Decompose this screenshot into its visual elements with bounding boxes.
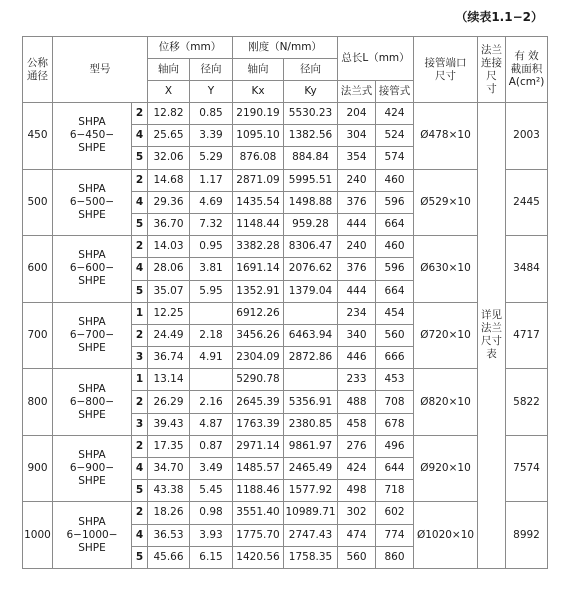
- cell-y: 4.91: [190, 347, 233, 369]
- header-weld-type: 接管式: [376, 81, 414, 103]
- cell-y: 0.85: [190, 103, 233, 125]
- cell-segments: 5: [132, 213, 148, 235]
- cell-x: 35.07: [148, 280, 190, 302]
- cell-length-weld: 424: [376, 103, 414, 125]
- cell-x: 12.82: [148, 103, 190, 125]
- cell-segments: 5: [132, 480, 148, 502]
- cell-ky: 2872.86: [284, 347, 338, 369]
- cell-length-weld: 602: [376, 502, 414, 524]
- cell-ky: 1577.92: [284, 480, 338, 502]
- cell-ky: 1379.04: [284, 280, 338, 302]
- cell-x: 26.29: [148, 391, 190, 413]
- cell-x: 25.65: [148, 125, 190, 147]
- cell-model: SHPA 6−700− SHPE: [53, 302, 132, 369]
- cell-y: 2.18: [190, 324, 233, 346]
- cell-ky: 2380.85: [284, 413, 338, 435]
- cell-length-flange: 424: [338, 458, 376, 480]
- cell-y: 3.81: [190, 258, 233, 280]
- cell-kx: 1188.46: [233, 480, 284, 502]
- cell-x: 14.03: [148, 236, 190, 258]
- cell-segments: 1: [132, 302, 148, 324]
- cell-kx: 1775.70: [233, 524, 284, 546]
- cell-dn: 900: [23, 435, 53, 502]
- cell-x: 32.06: [148, 147, 190, 169]
- cell-model: SHPA 6−450− SHPE: [53, 103, 132, 170]
- cell-ky: 2076.62: [284, 258, 338, 280]
- cell-x: 45.66: [148, 546, 190, 568]
- cell-pipe-size: Ø630×10: [414, 236, 478, 303]
- cell-length-flange: 446: [338, 347, 376, 369]
- cell-length-flange: 234: [338, 302, 376, 324]
- cell-segments: 3: [132, 347, 148, 369]
- cell-length-weld: 524: [376, 125, 414, 147]
- cell-model: SHPA 6−800− SHPE: [53, 369, 132, 436]
- cell-pipe-size: Ø820×10: [414, 369, 478, 436]
- cell-y: 7.32: [190, 213, 233, 235]
- cell-length-flange: 488: [338, 391, 376, 413]
- cell-length-flange: 560: [338, 546, 376, 568]
- table-body: [23, 103, 548, 569]
- cell-length-weld: 460: [376, 169, 414, 191]
- cell-y: 0.98: [190, 502, 233, 524]
- cell-area: 7574: [506, 435, 548, 502]
- cell-area: 4717: [506, 302, 548, 369]
- table-row: [23, 502, 548, 524]
- cell-y: 0.95: [190, 236, 233, 258]
- cell-length-flange: 444: [338, 280, 376, 302]
- cell-dn: 800: [23, 369, 53, 436]
- cell-dn: 600: [23, 236, 53, 303]
- cell-length-weld: 496: [376, 435, 414, 457]
- header-stiffness: 刚度（N/mm）: [233, 37, 338, 59]
- header-length: 总长L（mm）: [338, 37, 414, 81]
- cell-ky: 1382.56: [284, 125, 338, 147]
- cell-pipe-size: Ø529×10: [414, 169, 478, 236]
- cell-pipe-size: Ø478×10: [414, 103, 478, 170]
- cell-area: 3484: [506, 236, 548, 303]
- cell-kx: 1095.10: [233, 125, 284, 147]
- cell-length-weld: 596: [376, 191, 414, 213]
- cell-segments: 1: [132, 369, 148, 391]
- cell-length-flange: 376: [338, 191, 376, 213]
- cell-length-weld: 644: [376, 458, 414, 480]
- header-area: 有 效 截面积 A(cm²): [506, 37, 548, 103]
- cell-length-weld: 560: [376, 324, 414, 346]
- cell-ky: 1498.88: [284, 191, 338, 213]
- cell-y: 0.87: [190, 435, 233, 457]
- cell-kx: 3551.40: [233, 502, 284, 524]
- cell-ky: [284, 302, 338, 324]
- cell-length-flange: 240: [338, 169, 376, 191]
- cell-length-weld: 453: [376, 369, 414, 391]
- header-model: 型号: [53, 37, 148, 103]
- cell-ky: 8306.47: [284, 236, 338, 258]
- cell-length-flange: 240: [338, 236, 376, 258]
- cell-y: 6.15: [190, 546, 233, 568]
- cell-length-flange: 444: [338, 213, 376, 235]
- cell-segments: 4: [132, 458, 148, 480]
- cell-y: 4.69: [190, 191, 233, 213]
- cell-ky: 959.28: [284, 213, 338, 235]
- header-axial: 轴向: [148, 59, 190, 81]
- header-axial-stiffness: 轴向: [233, 59, 284, 81]
- cell-kx: 1435.54: [233, 191, 284, 213]
- cell-length-flange: 474: [338, 524, 376, 546]
- table-header: [23, 37, 548, 103]
- cell-kx: 1148.44: [233, 213, 284, 235]
- cell-kx: 3382.28: [233, 236, 284, 258]
- cell-y: [190, 302, 233, 324]
- cell-segments: 2: [132, 324, 148, 346]
- cell-length-flange: 276: [338, 435, 376, 457]
- cell-segments: 2: [132, 435, 148, 457]
- cell-length-flange: 376: [338, 258, 376, 280]
- cell-segments: 2: [132, 502, 148, 524]
- cell-x: 13.14: [148, 369, 190, 391]
- cell-kx: 876.08: [233, 147, 284, 169]
- cell-segments: 4: [132, 191, 148, 213]
- cell-flange-note: 详见 法兰 尺寸 表: [478, 103, 506, 569]
- cell-model: SHPA 6−900− SHPE: [53, 435, 132, 502]
- cell-y: 4.87: [190, 413, 233, 435]
- cell-area: 8992: [506, 502, 548, 569]
- cell-pipe-size: Ø920×10: [414, 435, 478, 502]
- cell-segments: 2: [132, 169, 148, 191]
- table-row: [23, 103, 548, 125]
- header-dn: 公称 通径: [23, 37, 53, 103]
- cell-segments: 4: [132, 524, 148, 546]
- cell-segments: 5: [132, 546, 148, 568]
- cell-kx: 2645.39: [233, 391, 284, 413]
- cell-x: 34.70: [148, 458, 190, 480]
- cell-pipe-size: Ø1020×10: [414, 502, 478, 569]
- cell-length-weld: 774: [376, 524, 414, 546]
- cell-x: 29.36: [148, 191, 190, 213]
- cell-kx: 2871.09: [233, 169, 284, 191]
- header-radial-stiffness: 径向: [284, 59, 338, 81]
- cell-segments: 2: [132, 236, 148, 258]
- cell-kx: 1352.91: [233, 280, 284, 302]
- cell-ky: 5995.51: [284, 169, 338, 191]
- cell-kx: 3456.26: [233, 324, 284, 346]
- cell-length-flange: 304: [338, 125, 376, 147]
- cell-segments: 5: [132, 147, 148, 169]
- header-displacement: 位移（mm）: [148, 37, 233, 59]
- cell-length-weld: 666: [376, 347, 414, 369]
- cell-x: 39.43: [148, 413, 190, 435]
- header-flange-size: 法兰 连接 尺 寸: [478, 37, 506, 103]
- cell-model: SHPA 6−600− SHPE: [53, 236, 132, 303]
- cell-area: 2003: [506, 103, 548, 170]
- cell-dn: 500: [23, 169, 53, 236]
- cell-segments: 2: [132, 103, 148, 125]
- table-caption: （续表1.1−2）: [455, 10, 543, 24]
- cell-area: 2445: [506, 169, 548, 236]
- cell-dn: 700: [23, 302, 53, 369]
- cell-x: 14.68: [148, 169, 190, 191]
- cell-model: SHPA 6−1000− SHPE: [53, 502, 132, 569]
- cell-y: 5.95: [190, 280, 233, 302]
- cell-x: 12.25: [148, 302, 190, 324]
- cell-y: 5.29: [190, 147, 233, 169]
- cell-area: 5822: [506, 369, 548, 436]
- cell-kx: 5290.78: [233, 369, 284, 391]
- cell-length-weld: 664: [376, 280, 414, 302]
- cell-kx: 2971.14: [233, 435, 284, 457]
- cell-dn: 1000: [23, 502, 53, 569]
- cell-ky: 2747.43: [284, 524, 338, 546]
- cell-y: 5.45: [190, 480, 233, 502]
- cell-y: 1.17: [190, 169, 233, 191]
- cell-kx: 1691.14: [233, 258, 284, 280]
- cell-ky: 1758.35: [284, 546, 338, 568]
- cell-y: 3.49: [190, 458, 233, 480]
- cell-x: 43.38: [148, 480, 190, 502]
- cell-y: [190, 369, 233, 391]
- cell-length-weld: 718: [376, 480, 414, 502]
- cell-length-weld: 860: [376, 546, 414, 568]
- cell-length-weld: 708: [376, 391, 414, 413]
- cell-ky: 5530.23: [284, 103, 338, 125]
- cell-kx: 1420.56: [233, 546, 284, 568]
- header-pipe-size: 接管端口 尺寸: [414, 37, 478, 103]
- cell-ky: 5356.91: [284, 391, 338, 413]
- cell-length-weld: 596: [376, 258, 414, 280]
- cell-kx: 1763.39: [233, 413, 284, 435]
- cell-x: 17.35: [148, 435, 190, 457]
- cell-kx: 2304.09: [233, 347, 284, 369]
- header-x: X: [148, 81, 190, 103]
- cell-x: 36.53: [148, 524, 190, 546]
- cell-segments: 2: [132, 391, 148, 413]
- header-radial: 径向: [190, 59, 233, 81]
- cell-kx: 2190.19: [233, 103, 284, 125]
- cell-x: 36.74: [148, 347, 190, 369]
- cell-length-flange: 354: [338, 147, 376, 169]
- cell-x: 36.70: [148, 213, 190, 235]
- cell-length-flange: 458: [338, 413, 376, 435]
- table-row: [23, 236, 548, 258]
- cell-length-flange: 233: [338, 369, 376, 391]
- cell-segments: 4: [132, 258, 148, 280]
- cell-length-flange: 204: [338, 103, 376, 125]
- cell-x: 24.49: [148, 324, 190, 346]
- cell-length-weld: 454: [376, 302, 414, 324]
- cell-segments: 3: [132, 413, 148, 435]
- cell-length-flange: 498: [338, 480, 376, 502]
- spec-table: [22, 36, 548, 569]
- cell-length-flange: 340: [338, 324, 376, 346]
- cell-kx: 1485.57: [233, 458, 284, 480]
- cell-length-flange: 302: [338, 502, 376, 524]
- header-flange-type: 法兰式: [338, 81, 376, 103]
- cell-dn: 450: [23, 103, 53, 170]
- table-row: [23, 369, 548, 391]
- cell-ky: 884.84: [284, 147, 338, 169]
- cell-segments: 5: [132, 280, 148, 302]
- cell-length-weld: 678: [376, 413, 414, 435]
- cell-ky: 6463.94: [284, 324, 338, 346]
- cell-length-weld: 460: [376, 236, 414, 258]
- table-row: [23, 169, 548, 191]
- cell-ky: 9861.97: [284, 435, 338, 457]
- cell-ky: 10989.71: [284, 502, 338, 524]
- cell-ky: 2465.49: [284, 458, 338, 480]
- header-y: Y: [190, 81, 233, 103]
- cell-x: 18.26: [148, 502, 190, 524]
- cell-segments: 4: [132, 125, 148, 147]
- cell-kx: 6912.26: [233, 302, 284, 324]
- header-kx: Kx: [233, 81, 284, 103]
- cell-length-weld: 664: [376, 213, 414, 235]
- cell-pipe-size: Ø720×10: [414, 302, 478, 369]
- cell-y: 3.39: [190, 125, 233, 147]
- cell-ky: [284, 369, 338, 391]
- table-row: [23, 302, 548, 324]
- cell-length-weld: 574: [376, 147, 414, 169]
- table-row: [23, 435, 548, 457]
- cell-y: 2.16: [190, 391, 233, 413]
- cell-model: SHPA 6−500− SHPE: [53, 169, 132, 236]
- cell-y: 3.93: [190, 524, 233, 546]
- cell-x: 28.06: [148, 258, 190, 280]
- header-ky: Ky: [284, 81, 338, 103]
